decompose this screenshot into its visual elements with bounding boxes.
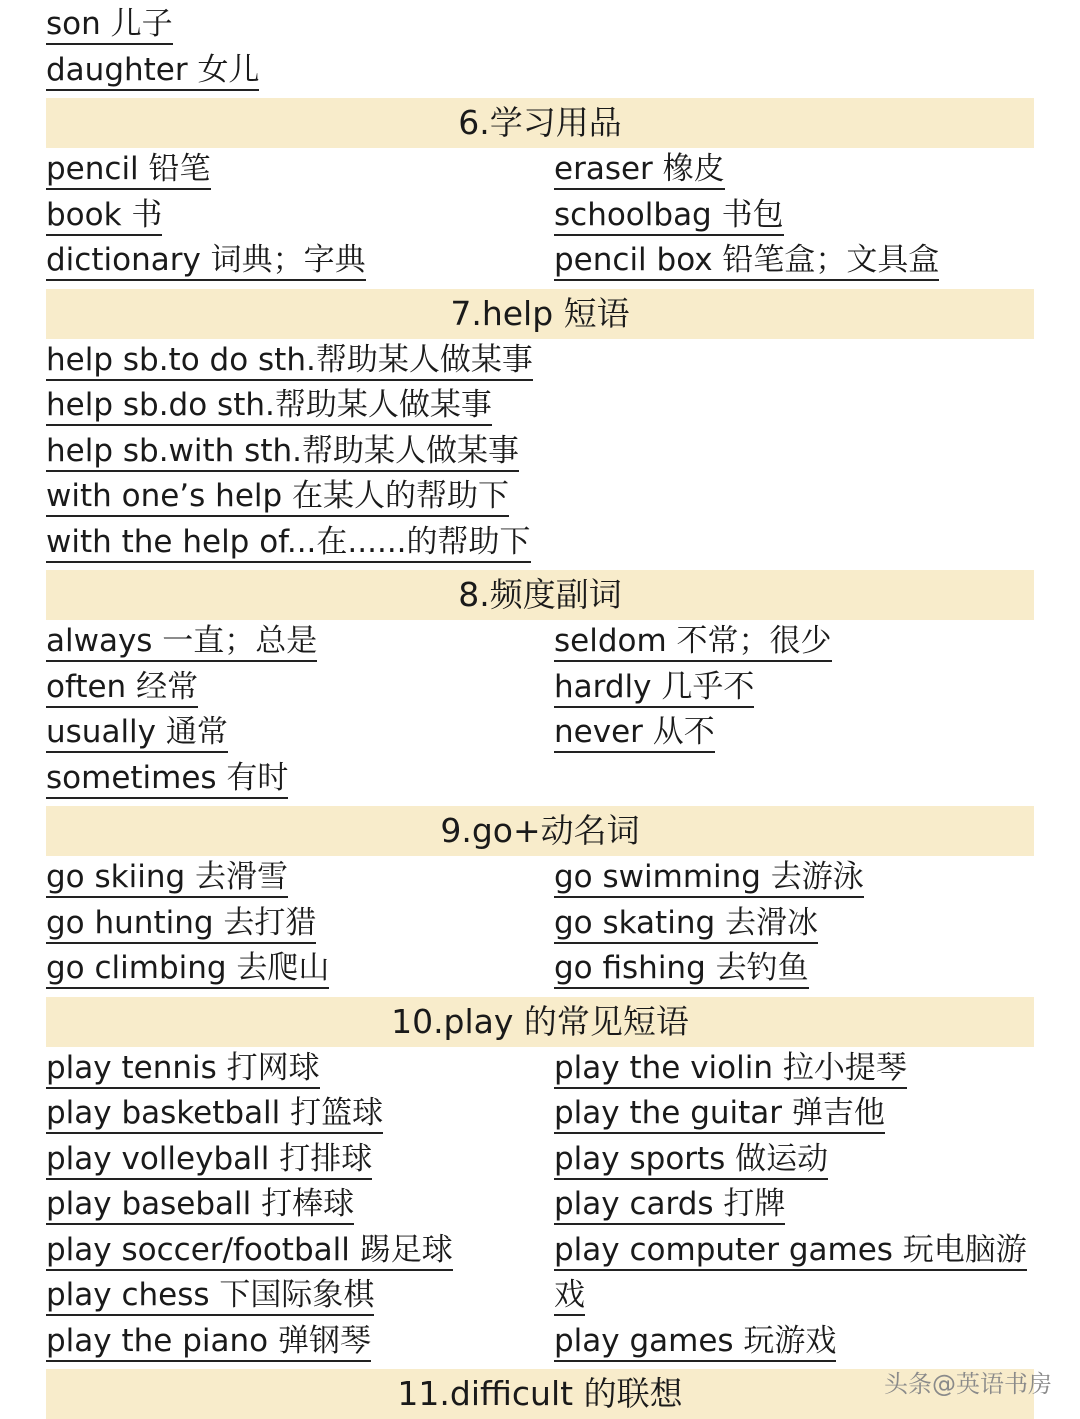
section-header: 9.go+动名词 [46,806,1034,856]
vocab-item-right [554,1321,836,1361]
section-header: 6.学习用品 [46,98,1034,148]
vocab-item-left [46,1275,374,1315]
vocab-item-right-text: play games 玩游戏 [554,1323,836,1362]
vocab-item-right [554,1184,785,1224]
vocab-item-left [46,1230,453,1270]
vocab-item-left [46,522,531,562]
vocab-item-left-text: help sb.to do sth.帮助某人做某事 [46,342,533,381]
vocab-item-right [554,667,754,707]
vocab-item-right [554,195,784,235]
vocab-item-right [554,1139,828,1179]
vocab-item-left [46,476,509,516]
vocab-item-left-text: play tennis 打网球 [46,1050,320,1089]
vocab-item-left [46,1048,320,1088]
vocab-item-left [46,149,211,189]
vocab-item-left-text: sometimes 有时 [46,760,288,799]
watermark: 头条@英语书房 [884,1370,1052,1398]
vocab-item-right [554,857,864,897]
vocab-item-right [554,149,725,189]
vocab-item-left-text: with the help of...在......的帮助下 [46,524,531,563]
vocab-item-right [554,903,818,943]
vocab-item-left [46,195,162,235]
vocab-item-right-text: play computer games 玩电脑游 [554,1232,1027,1271]
vocab-item-right [554,948,809,988]
vocab-item-right-text: pencil box 铅笔盒；文具盒 [554,242,939,281]
vocab-item-right [554,712,715,752]
vocab-item-right-text: play sports 做运动 [554,1141,828,1180]
vocab-item-left-text: play basketball 打篮球 [46,1095,383,1134]
vocab-item-right-text: eraser 橡皮 [554,151,725,190]
vocab-item-right-text: schoolbag 书包 [554,197,784,236]
vocab-item-left [46,431,519,471]
vocab-item-left-text: always 一直；总是 [46,623,317,662]
vocab-item-left-text: pencil 铅笔 [46,151,211,190]
vocab-item-right [554,1093,885,1133]
vocab-item-left-text: go skiing 去滑雪 [46,859,288,898]
vocab-item-left [46,1321,371,1361]
vocab-item-left-text: play soccer/football 踢足球 [46,1232,453,1271]
vocab-item-left-text: play volleyball 打排球 [46,1141,372,1180]
vocab-item-right-text: play the guitar 弹吉他 [554,1095,885,1134]
vocab-item-left [46,621,317,661]
vocab-item-left [46,948,329,988]
vocab-item-right-text: play cards 打牌 [554,1186,785,1225]
vocab-item-right-text: 戏 [554,1277,585,1316]
vocab-item-top-1-text: daughter 女儿 [46,52,259,91]
section-header: 10.play 的常见短语 [46,997,1034,1047]
vocab-item-right [554,1230,1027,1270]
section-header: 8.频度副词 [46,570,1034,620]
vocab-item-left [46,240,366,280]
vocab-item-left-text: play the piano 弹钢琴 [46,1323,371,1362]
vocab-item-right-text: seldom 不常；很少 [554,623,832,662]
vocab-item-left [46,1093,383,1133]
vocab-item-right [554,1048,907,1088]
vocab-item-right-text: hardly 几乎不 [554,669,754,708]
vocab-item-left-text: go climbing 去爬山 [46,950,329,989]
vocab-item-left [46,385,492,425]
vocab-item-left-text: help sb.do sth.帮助某人做某事 [46,387,492,426]
vocab-item-right-text: go swimming 去游泳 [554,859,864,898]
vocab-item-right-text: play the violin 拉小提琴 [554,1050,907,1089]
vocab-item-right [554,240,939,280]
vocab-item-top-1 [46,50,259,90]
vocab-item-top-0 [46,4,173,44]
section-header: 11.difficult 的联想 [46,1369,1034,1419]
vocab-item-left [46,857,288,897]
vocab-item-left [46,340,533,380]
vocab-item-right-text: go skating 去滑冰 [554,905,818,944]
section-header: 7.help 短语 [46,289,1034,339]
vocab-item-left-text: help sb.with sth.帮助某人做某事 [46,433,519,472]
vocab-item-left-text: play baseball 打棒球 [46,1186,354,1225]
vocab-item-left-text: go hunting 去打猎 [46,905,316,944]
vocab-item-left-text: play chess 下国际象棋 [46,1277,374,1316]
vocab-item-left [46,1139,372,1179]
vocab-item-right [554,621,832,661]
vocab-item-left [46,712,228,752]
vocab-item-right-text: never 从不 [554,714,715,753]
vocab-item-left [46,903,316,943]
vocab-item-left [46,1184,354,1224]
vocab-item-left-text: with one’s help 在某人的帮助下 [46,478,509,517]
vocab-item-left-text: often 经常 [46,669,198,708]
vocab-item-left [46,667,198,707]
vocab-item-left [46,758,288,798]
vocab-item-left-text: dictionary 词典；字典 [46,242,366,281]
vocab-item-left-text: usually 通常 [46,714,228,753]
vocab-item-left-text: book 书 [46,197,162,236]
vocab-item-top-0-text: son 儿子 [46,6,173,45]
vocab-item-right [554,1275,585,1315]
vocab-item-right-text: go fishing 去钓鱼 [554,950,809,989]
